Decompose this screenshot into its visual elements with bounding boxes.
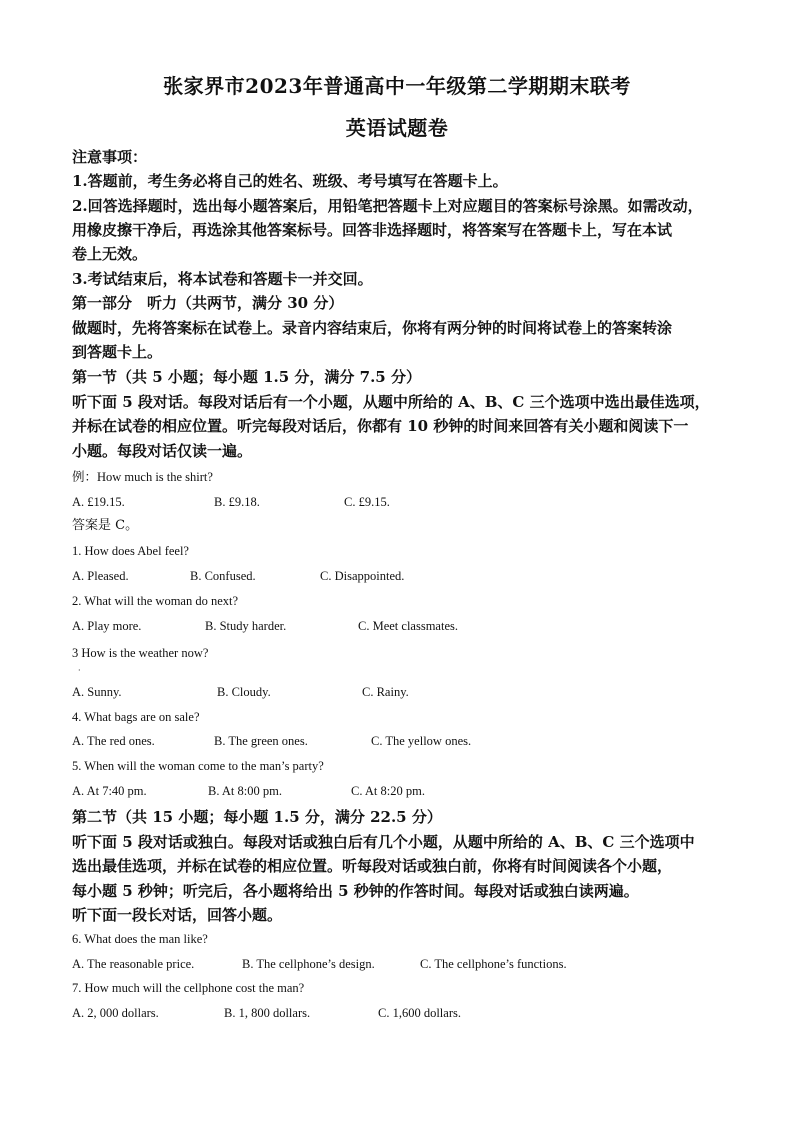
- notice-item-1: 1.答题前，考生务必将自己的姓名、班级、考号填写在答题卡上。: [72, 172, 508, 190]
- part1-intro-line-2: 到答题卡上。: [72, 343, 163, 361]
- question-1: 1. How does Abel feel?: [72, 544, 189, 558]
- question-7: 7. How much will the cellphone cost the man?: [72, 981, 305, 995]
- section1-intro-line-2: 并标在试卷的相应位置。听完每段对话后，你都有 10 秒钟的时间来回答有关小题和阅读下一: [72, 417, 689, 435]
- q5-option-b: B. At 8:00 pm.: [208, 784, 282, 798]
- stray-mark: ·: [78, 666, 81, 675]
- notice-item-2-line-1: 2.回答选择题时，选出每小题答案后，用铅笔把答题卡上对应题目的答案标号涂黑。如需改动，: [72, 197, 703, 215]
- q7-option-b: B. 1, 800 dollars.: [224, 1006, 311, 1020]
- section2-subheading: 听下面一段长对话，回答小题。: [72, 906, 283, 924]
- q2-option-a: A. Play more.: [72, 619, 142, 633]
- q2-option-c: C. Meet classmates.: [358, 619, 458, 633]
- exam-subtitle: 英语试题卷: [345, 116, 449, 140]
- exam-title: 张家界市2023年普通高中一年级第二学期期末联考: [163, 74, 631, 98]
- question-2: 2. What will the woman do next?: [72, 594, 239, 608]
- section2-intro-line-3: 每小题 5 秒钟；听完后，各小题将给出 5 秒钟的作答时间。每段对话或独白读两遍。: [72, 882, 639, 900]
- section1-intro-line-1: 听下面 5 段对话。每段对话后有一个小题，从题中所给的 A、B、C 三个选项中选出最佳选项，: [72, 393, 710, 411]
- example-option-a: A. £19.15.: [72, 495, 125, 509]
- question-4: 4. What bags are on sale?: [72, 710, 200, 724]
- example-option-c: C. £9.15.: [344, 495, 390, 509]
- question-6: 6. What does the man like?: [72, 932, 208, 946]
- q3-option-c: C. Rainy.: [362, 685, 409, 699]
- notice-item-2-line-2: 用橡皮擦干净后，再选涂其他答案标号。回答非选择题时，将答案写在答题卡上，写在本试: [72, 221, 673, 239]
- q6-option-a: A. The reasonable price.: [72, 957, 195, 971]
- q4-option-c: C. The yellow ones.: [371, 734, 472, 748]
- section1-heading: 第一节（共 5 小题；每小题 1.5 分，满分 7.5 分）: [72, 368, 421, 386]
- section1-intro-line-3: 小题。每段对话仅读一遍。: [72, 442, 253, 460]
- question-5: 5. When will the woman come to the man’s party?: [72, 759, 324, 773]
- question-3: 3 How is the weather now?: [72, 646, 209, 660]
- q5-option-c: C. At 8:20 pm.: [351, 784, 425, 798]
- example-option-b: B. £9.18.: [214, 495, 260, 509]
- q1-option-c: C. Disappointed.: [320, 569, 405, 583]
- example-question: 例：How much is the shirt?: [72, 470, 213, 484]
- example-answer: 答案是 C。: [72, 518, 139, 533]
- q4-option-b: B. The green ones.: [214, 734, 308, 748]
- notice-item-3: 3.考试结束后，将本试卷和答题卡一并交回。: [72, 270, 373, 288]
- q5-option-a: A. At 7:40 pm.: [72, 784, 147, 798]
- notice-heading: 注意事项：: [72, 148, 148, 166]
- section2-heading: 第二节（共 15 小题；每小题 1.5 分，满分 22.5 分）: [72, 808, 442, 826]
- q3-option-a: A. Sunny.: [72, 685, 122, 699]
- notice-item-2-line-3: 卷上无效。: [72, 245, 148, 263]
- q7-option-a: A. 2, 000 dollars.: [72, 1006, 159, 1020]
- q4-option-a: A. The red ones.: [72, 734, 155, 748]
- part1-intro-line-1: 做题时，先将答案标在试卷上。录音内容结束后，你将有两分钟的时间将试卷上的答案转涂: [72, 319, 673, 337]
- section2-intro-line-1: 听下面 5 段对话或独白。每段对话或独白后有几个小题，从题中所给的 A、B、C 三个选项中: [72, 833, 695, 851]
- q6-option-c: C. The cellphone’s functions.: [420, 957, 567, 971]
- q2-option-b: B. Study harder.: [205, 619, 287, 633]
- section2-intro-line-2: 选出最佳选项，并标在试卷的相应位置。听每段对话或独白前，你将有时间阅读各个小题，: [72, 857, 673, 875]
- q1-option-b: B. Confused.: [190, 569, 256, 583]
- q3-option-b: B. Cloudy.: [217, 685, 271, 699]
- q6-option-b: B. The cellphone’s design.: [242, 957, 375, 971]
- part1-heading: 第一部分 听力（共两节，满分 30 分）: [72, 294, 344, 312]
- q1-option-a: A. Pleased.: [72, 569, 129, 583]
- q7-option-c: C. 1,600 dollars.: [378, 1006, 461, 1020]
